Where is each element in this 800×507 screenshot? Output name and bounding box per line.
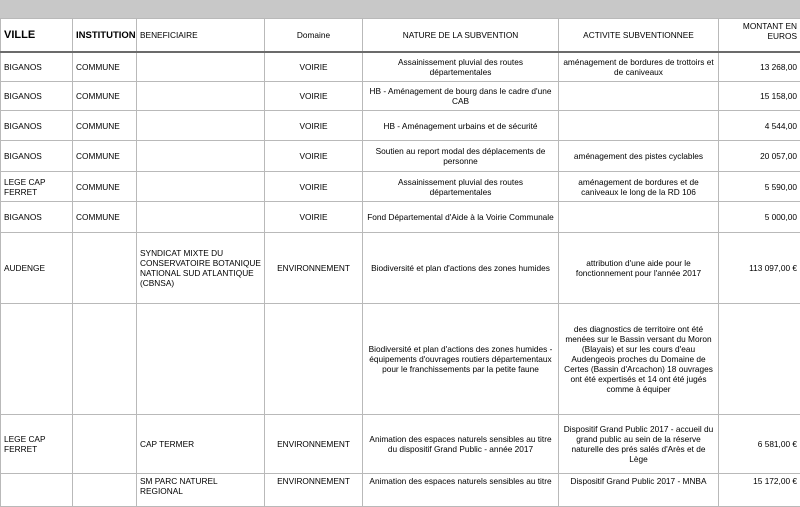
- cell-domaine[interactable]: VOIRIE: [265, 52, 363, 82]
- table-row: [1, 233, 800, 304]
- header-nature[interactable]: NATURE DE LA SUBVENTION: [363, 19, 559, 53]
- cell-activite[interactable]: Dispositif Grand Public 2017 - accueil du grand public au sein de la réserve naturelle des prés salés d'Arès et de Lège: [559, 415, 719, 474]
- cell-ville[interactable]: AUDENGE: [1, 233, 73, 304]
- cell-beneficiaire[interactable]: [137, 304, 265, 415]
- cell-montant[interactable]: 20 057,00: [719, 141, 800, 172]
- cell-activite[interactable]: [559, 82, 719, 111]
- cell-ville[interactable]: LEGE CAP FERRET: [1, 415, 73, 474]
- cell-ville[interactable]: LEGE CAP FERRET: [1, 172, 73, 202]
- table-row: [1, 82, 800, 111]
- table-row: [1, 415, 800, 474]
- table-row: [1, 52, 800, 82]
- subsidies-table: [0, 18, 800, 507]
- cell-institution[interactable]: COMMUNE: [73, 82, 137, 111]
- cell-nature[interactable]: Biodiversité et plan d'actions des zones humides - équipements d'ouvrages routiers départementaux pour le franchissements par la petite faune: [363, 304, 559, 415]
- cell-domaine[interactable]: [265, 304, 363, 415]
- cell-ville[interactable]: BIGANOS: [1, 141, 73, 172]
- cell-institution[interactable]: COMMUNE: [73, 52, 137, 82]
- cell-nature[interactable]: Animation des espaces naturels sensibles au titre: [363, 474, 559, 507]
- cell-domaine[interactable]: VOIRIE: [265, 141, 363, 172]
- cell-beneficiaire[interactable]: [137, 52, 265, 82]
- cell-ville[interactable]: BIGANOS: [1, 82, 73, 111]
- cell-nature[interactable]: Assainissement pluvial des routes départementales: [363, 52, 559, 82]
- cell-beneficiaire[interactable]: [137, 172, 265, 202]
- header-montant[interactable]: MONTANT EN EUROS: [719, 19, 800, 53]
- cell-ville[interactable]: BIGANOS: [1, 111, 73, 141]
- cell-ville[interactable]: BIGANOS: [1, 52, 73, 82]
- cell-montant[interactable]: 6 581,00 €: [719, 415, 800, 474]
- cell-institution[interactable]: [73, 474, 137, 507]
- cell-institution[interactable]: [73, 415, 137, 474]
- cell-beneficiaire[interactable]: CAP TERMER: [137, 415, 265, 474]
- table-row: [1, 141, 800, 172]
- cell-institution[interactable]: COMMUNE: [73, 172, 137, 202]
- cell-domaine[interactable]: VOIRIE: [265, 82, 363, 111]
- cell-nature[interactable]: Biodiversité et plan d'actions des zones humides: [363, 233, 559, 304]
- cell-nature[interactable]: Animation des espaces naturels sensibles au titre du dispositif Grand Public - année 2017: [363, 415, 559, 474]
- cell-domaine[interactable]: VOIRIE: [265, 202, 363, 233]
- cell-domaine[interactable]: ENVIRONNEMENT: [265, 415, 363, 474]
- spreadsheet-top-bar: [0, 0, 800, 19]
- cell-beneficiaire[interactable]: SYNDICAT MIXTE DU CONSERVATOIRE BOTANIQUE NATIONAL SUD ATLANTIQUE (CBNSA): [137, 233, 265, 304]
- cell-montant[interactable]: 15 158,00: [719, 82, 800, 111]
- cell-activite[interactable]: [559, 202, 719, 233]
- cell-domaine[interactable]: ENVIRONNEMENT: [265, 474, 363, 507]
- table-row: [1, 304, 800, 415]
- cell-beneficiaire[interactable]: [137, 202, 265, 233]
- header-ville[interactable]: VILLE: [1, 19, 73, 53]
- cell-montant[interactable]: 15 172,00 €: [719, 474, 800, 507]
- cell-activite[interactable]: aménagement de bordures de trottoirs et de caniveaux: [559, 52, 719, 82]
- cell-montant[interactable]: 113 097,00 €: [719, 233, 800, 304]
- cell-beneficiaire[interactable]: [137, 82, 265, 111]
- table-row: [1, 111, 800, 141]
- table-row: [1, 474, 800, 507]
- cell-montant[interactable]: 5 000,00: [719, 202, 800, 233]
- table-row: [1, 202, 800, 233]
- cell-activite[interactable]: Dispositif Grand Public 2017 - MNBA: [559, 474, 719, 507]
- cell-ville[interactable]: [1, 304, 73, 415]
- cell-institution[interactable]: COMMUNE: [73, 141, 137, 172]
- cell-institution[interactable]: COMMUNE: [73, 202, 137, 233]
- cell-domaine[interactable]: VOIRIE: [265, 172, 363, 202]
- cell-domaine[interactable]: ENVIRONNEMENT: [265, 233, 363, 304]
- cell-activite[interactable]: des diagnostics de territoire ont été menées sur le Bassin versant du Moron (Blayais) et sur les cours d'eau Audengeois proches du Domaine de Certes (Bassin d'Arcachon) 18 ouvrages ont été expertisés et 14 ont été jugés comme à équiper: [559, 304, 719, 415]
- cell-activite[interactable]: aménagement des pistes cyclables: [559, 141, 719, 172]
- cell-montant[interactable]: [719, 304, 800, 415]
- header-activite[interactable]: ACTIVITE SUBVENTIONNEE: [559, 19, 719, 53]
- cell-institution[interactable]: COMMUNE: [73, 111, 137, 141]
- cell-activite[interactable]: [559, 111, 719, 141]
- cell-nature[interactable]: HB - Aménagement de bourg dans le cadre d'une CAB: [363, 82, 559, 111]
- cell-beneficiaire[interactable]: SM PARC NATUREL REGIONAL: [137, 474, 265, 507]
- cell-ville[interactable]: [1, 474, 73, 507]
- cell-beneficiaire[interactable]: [137, 111, 265, 141]
- cell-montant[interactable]: 5 590,00: [719, 172, 800, 202]
- header-beneficiaire[interactable]: BENEFICIAIRE: [137, 19, 265, 53]
- cell-nature[interactable]: HB - Aménagement urbains et de sécurité: [363, 111, 559, 141]
- table-row: [1, 172, 800, 202]
- cell-nature[interactable]: Soutien au report modal des déplacements de personne: [363, 141, 559, 172]
- cell-institution[interactable]: [73, 233, 137, 304]
- header-institution[interactable]: INSTITUTION: [73, 19, 137, 53]
- cell-activite[interactable]: attribution d'une aide pour le fonctionnement pour l'année 2017: [559, 233, 719, 304]
- cell-montant[interactable]: 13 268,00: [719, 52, 800, 82]
- cell-montant[interactable]: 4 544,00: [719, 111, 800, 141]
- cell-beneficiaire[interactable]: [137, 141, 265, 172]
- cell-nature[interactable]: Fond Départemental d'Aide à la Voirie Communale: [363, 202, 559, 233]
- cell-activite[interactable]: aménagement de bordures et de caniveaux le long de la RD 106: [559, 172, 719, 202]
- header-row: [1, 19, 800, 53]
- header-domaine[interactable]: Domaine: [265, 19, 363, 53]
- cell-nature[interactable]: Assainissement pluvial des routes départementales: [363, 172, 559, 202]
- cell-domaine[interactable]: VOIRIE: [265, 111, 363, 141]
- cell-institution[interactable]: [73, 304, 137, 415]
- cell-ville[interactable]: BIGANOS: [1, 202, 73, 233]
